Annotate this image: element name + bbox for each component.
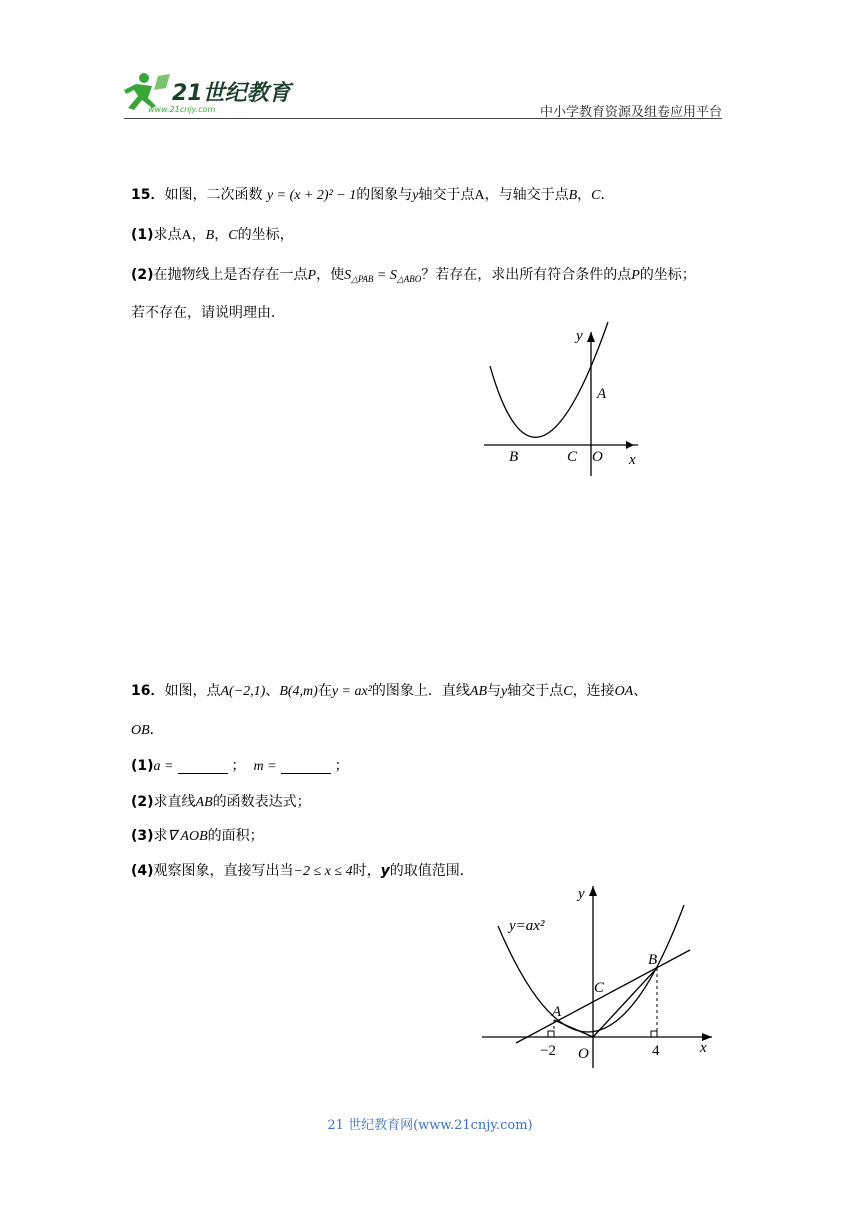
q16-segment-OA [554,1020,593,1037]
q16-label-neg2: −2 [540,1043,556,1059]
q16-label-B: B [648,952,658,968]
q16-segment-OB [593,968,657,1037]
logo-url: www.21cnjy.com [148,105,216,114]
q15-figure [478,318,648,478]
q15-part1: (1)求点A，B，C的坐标， [131,227,294,243]
q16-part1: (1)a = ； m = ； [131,758,349,774]
q16-right-angle-B [651,1031,657,1037]
q16-stem-line2: OB． [131,722,164,738]
q16-part3: (3)求∇ AOB的面积； [131,828,264,844]
q16-stem: 16．如图，点A(−2,1)、B(4,m)在y = ax²的图象上．直线AB与y轴交于点C，连接OA、 [131,683,648,699]
q15-y-arrow [587,332,595,342]
answer-blank-m[interactable] [281,759,331,774]
platform-name: 中小学教育资源及组卷应用平台 [539,105,722,120]
q16-label-A: A [552,1004,562,1020]
q15-label-C: C [567,449,578,465]
q16-y-arrow [589,886,597,896]
q15-number: 15． [131,187,165,203]
q15-formula: y = (x + 2)² − 1 [266,188,357,203]
q15-label-A: A [597,386,607,402]
q16-label-4: 4 [652,1043,660,1059]
header-divider [124,118,722,119]
q16-number: 16． [131,683,165,699]
q16-label-x: x [700,1040,707,1056]
q16-label-y: y [578,886,585,902]
logo [122,70,302,116]
q16-label-curve: y=ax² [509,918,545,934]
footer-text[interactable]: 21 世纪教育网(www.21cnjy.com) [327,1118,533,1133]
q16-label-C: C [594,980,605,996]
q16-part4: (4)观察图象，直接写出当−2 ≤ x ≤ 4时，y的取值范围． [131,863,474,879]
q15-label-x: x [629,452,636,468]
q15-label-y: y [576,328,583,344]
q16-right-angle-A [548,1031,554,1037]
q15-label-O: O [592,449,603,465]
q16-figure [478,880,723,1070]
logo-text: 21世纪教育 [172,81,291,106]
q16-label-O: O [578,1046,589,1062]
q15-part2-line2: 若不存在，请说明理由． [131,305,285,321]
q16-part2: (2)求直线AB的函数表达式； [131,794,311,810]
answer-blank-a[interactable] [178,759,228,774]
q15-x-arrow [626,441,634,449]
q15-stem: 15．如图，二次函数 y = (x + 2)² − 1的图象与y轴交于点A，与轴交于点B，C． [131,187,615,203]
q15-part2: (2)在抛物线上是否存在一点P，使$S_{\triangle PAB} = S_{\triangle ABO}$？若存在，求出所有符合条件的点P的坐标； [131,267,696,284]
q15-label-B: B [509,449,519,465]
